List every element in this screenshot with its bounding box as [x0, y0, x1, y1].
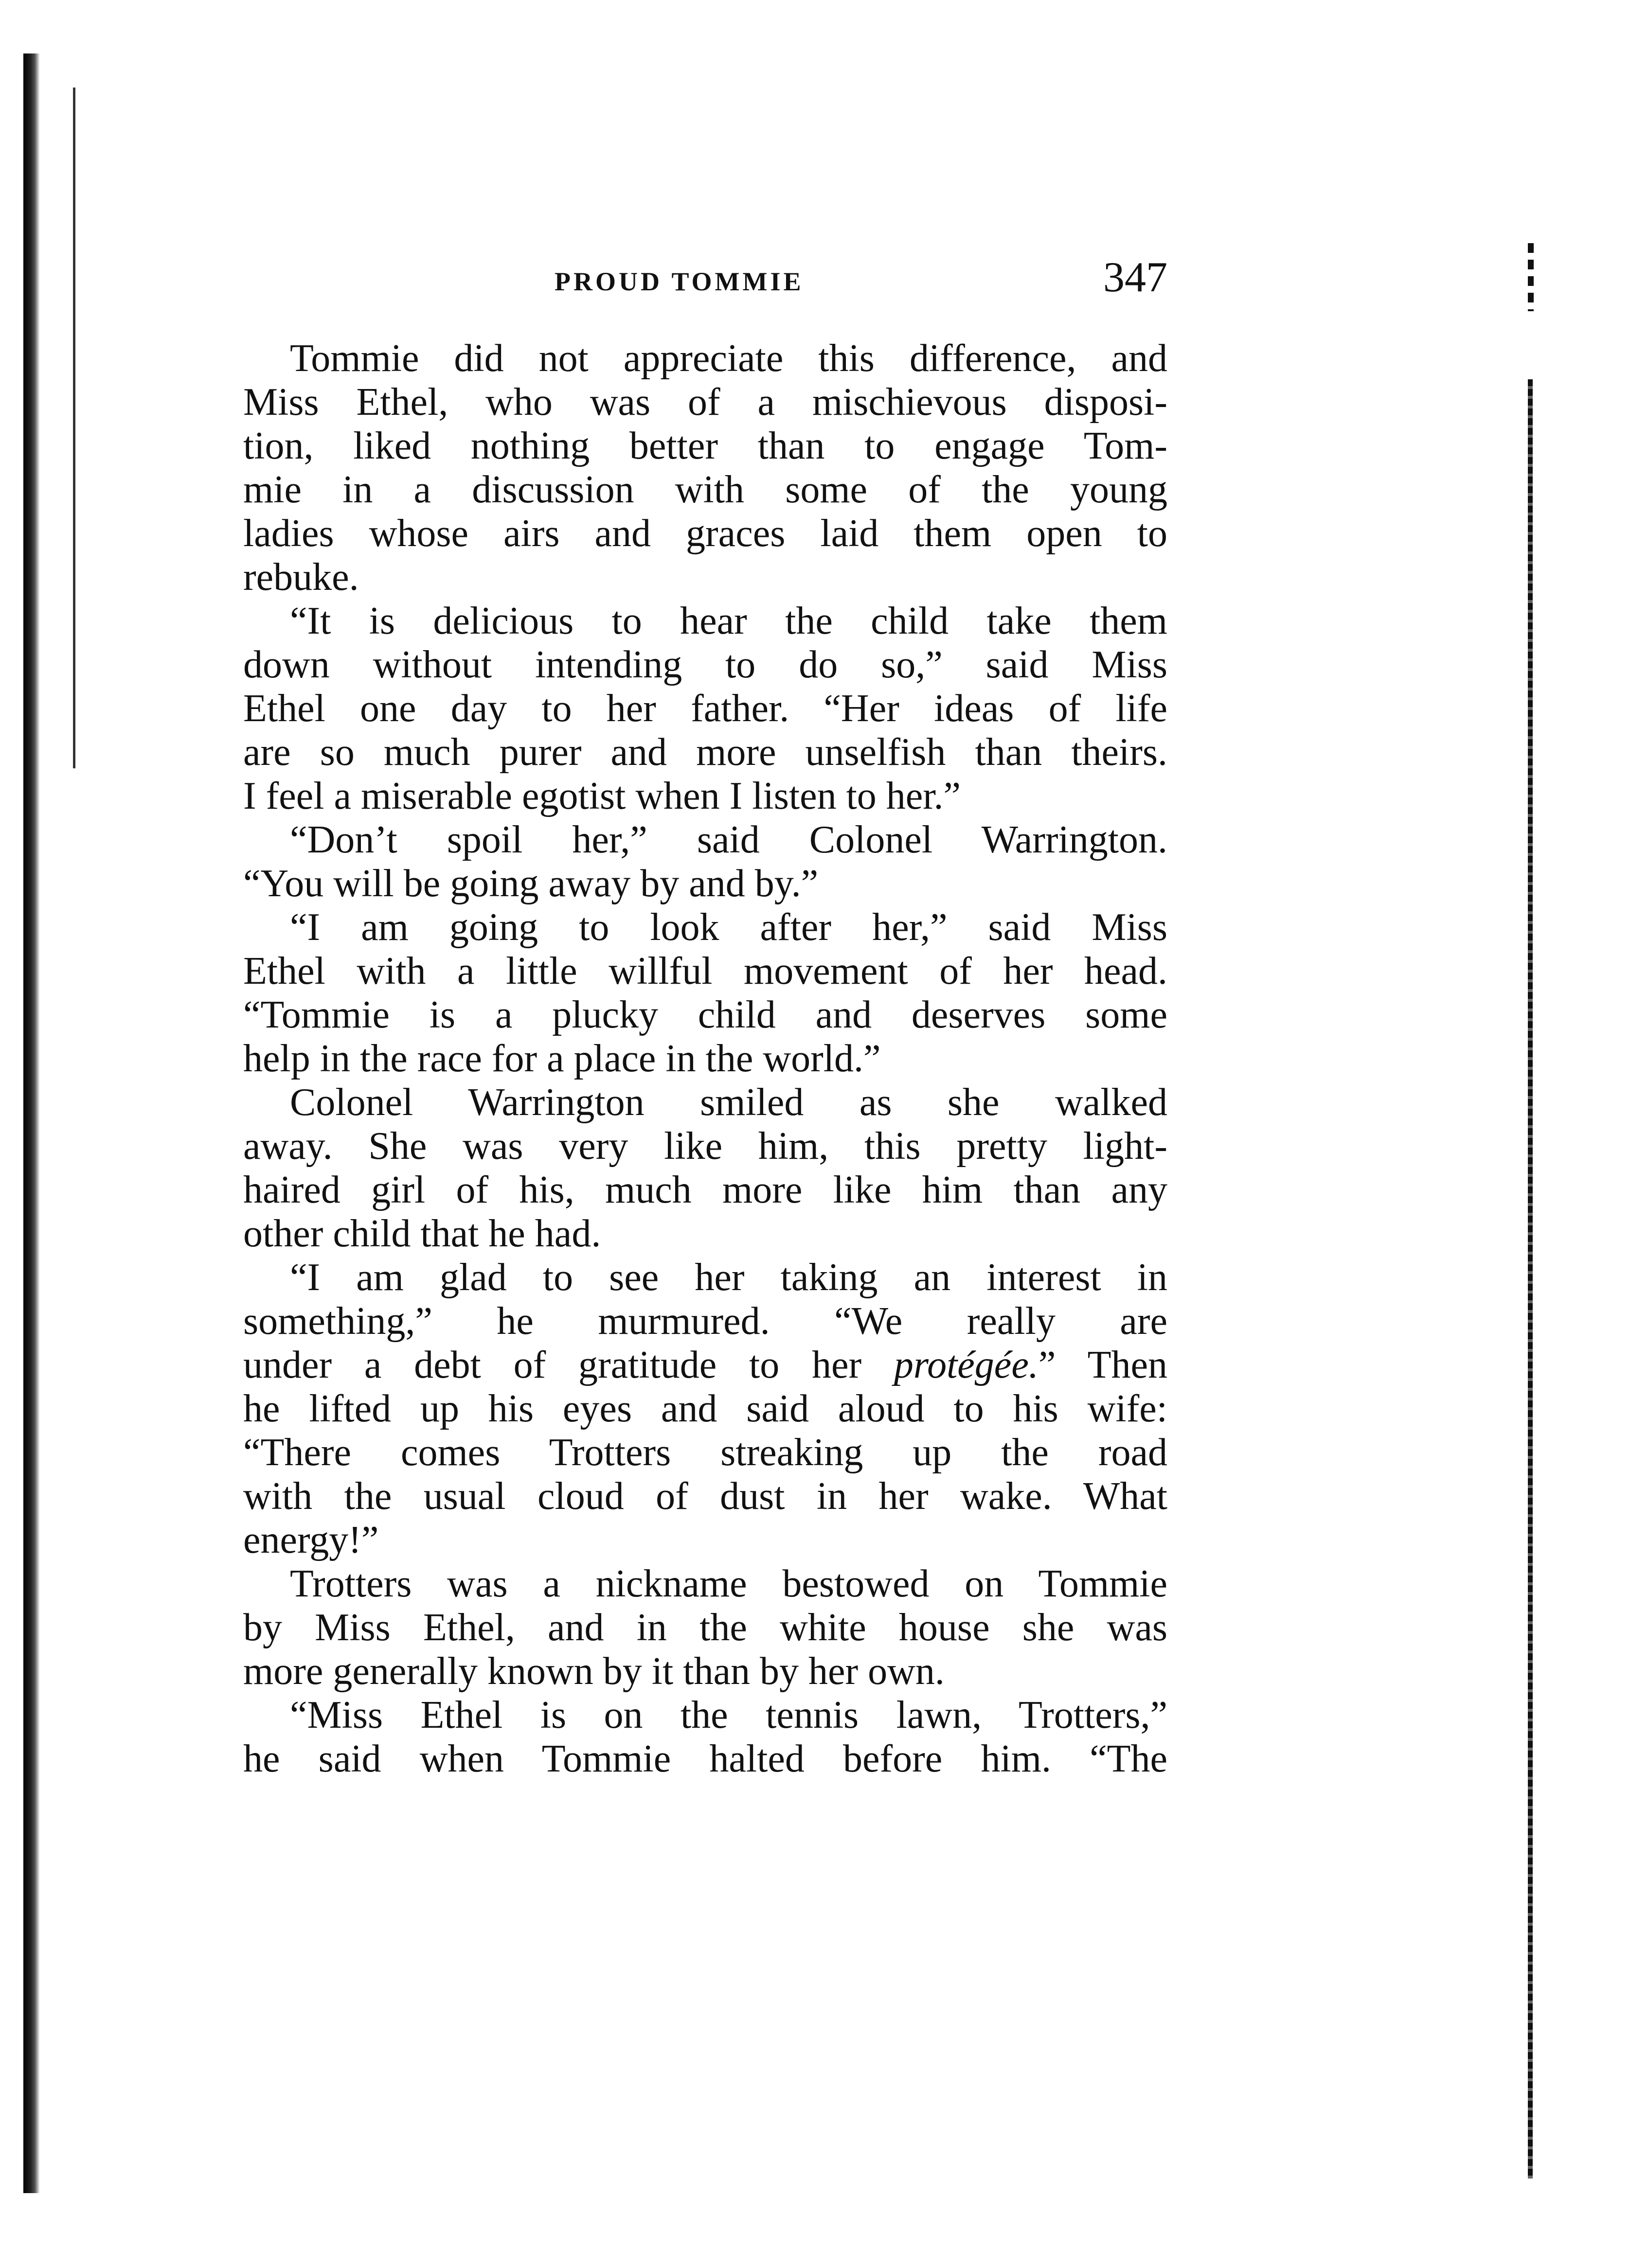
text-line: Tommie did not appreciate this difference, and — [290, 337, 1167, 380]
italic-word: protégée. — [894, 1344, 1039, 1386]
text-line: I feel a miserable egotist when I listen to her.” — [243, 775, 961, 817]
text-line: “I am going to look after her,” said Miss — [290, 906, 1167, 949]
text-line: mie in a discussion with some of the young — [243, 468, 1167, 511]
text-line: by Miss Ethel, and in the white house she was — [243, 1606, 1167, 1649]
text-line: ladies whose airs and graces laid them open to — [243, 512, 1167, 555]
page-header — [243, 253, 1167, 311]
text-line: “You will be going away by and by.” — [243, 862, 819, 905]
text-line-with-italic — [243, 1343, 1167, 1387]
text-line: tion, liked nothing better than to engage Tom- — [243, 425, 1167, 467]
page-number: 347 — [1103, 254, 1167, 301]
text-line: other child that he had. — [243, 1212, 601, 1255]
text-line: “It is delicious to hear the child take them — [290, 600, 1167, 642]
text-segment: ” Then — [1038, 1344, 1168, 1386]
text-line: are so much purer and more unselfish than theirs. — [243, 731, 1167, 774]
text-line: “I am glad to see her taking an interest in — [290, 1256, 1167, 1299]
body-text — [243, 337, 1167, 1781]
text-line: “There comes Trotters streaking up the road — [243, 1431, 1167, 1474]
scan-left-margin-line — [73, 88, 75, 768]
text-line: more generally known by it than by her own. — [243, 1650, 945, 1693]
text-line: Trotters was a nickname bestowed on Tommie — [290, 1562, 1167, 1605]
scan-right-edge — [1528, 379, 1533, 2179]
text-line: help in the race for a place in the world.” — [243, 1037, 881, 1080]
text-line: rebuke. — [243, 556, 359, 599]
text-line: he said when Tommie halted before him. “The — [243, 1737, 1167, 1780]
text-line: he lifted up his eyes and said aloud to his wife: — [243, 1387, 1167, 1430]
text-line: down without intending to do so,” said Miss — [243, 643, 1167, 686]
text-segment: under a debt of gratitude to her — [243, 1344, 894, 1386]
scan-left-edge — [23, 53, 40, 2193]
text-line: with the usual cloud of dust in her wake. What — [243, 1475, 1167, 1518]
text-line: something,” he murmured. “We really are — [243, 1300, 1167, 1343]
text-line: Miss Ethel, who was of a mischievous disposi- — [243, 381, 1167, 424]
text-line: away. She was very like him, this pretty light- — [243, 1125, 1167, 1168]
text-line: Ethel one day to her father. “Her ideas of life — [243, 687, 1167, 730]
running-title: PROUD TOMMIE — [555, 267, 804, 296]
text-line: “Don’t spoil her,” said Colonel Warrington. — [290, 818, 1167, 861]
text-line: energy!” — [243, 1519, 379, 1561]
text-line: Colonel Warrington smiled as she walked — [290, 1081, 1167, 1124]
scan-right-edge-marks — [1528, 243, 1534, 311]
text-line: Ethel with a little willful movement of her head. — [243, 950, 1167, 992]
text-line: “Tommie is a plucky child and deserves some — [243, 993, 1167, 1036]
text-line: “Miss Ethel is on the tennis lawn, Trotters,” — [290, 1694, 1167, 1736]
text-line: haired girl of his, much more like him than any — [243, 1169, 1167, 1211]
